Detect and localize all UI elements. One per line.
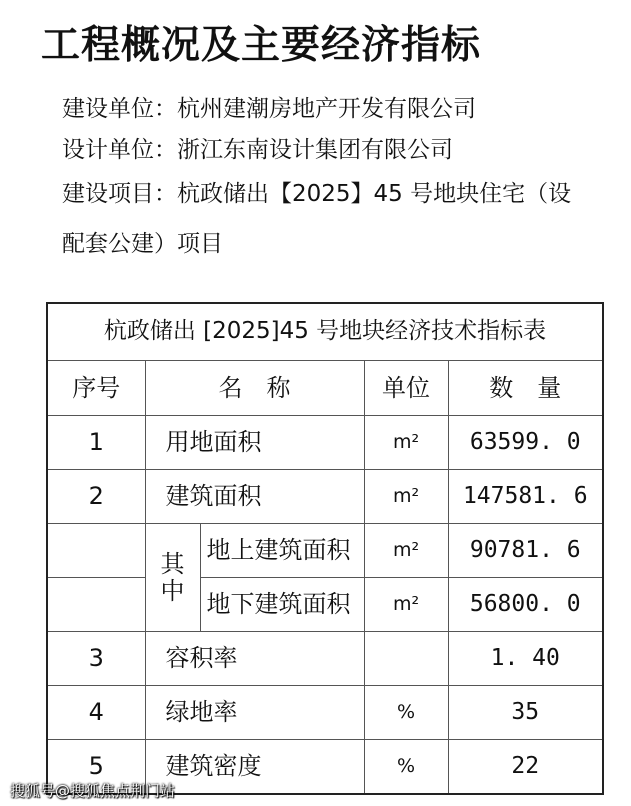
info-line-developer <box>62 93 476 125</box>
info-line-project-cont <box>62 228 223 260</box>
table-row <box>47 686 603 740</box>
row-name: 建筑面积 <box>145 470 364 524</box>
row-name: 建筑密度 <box>145 740 364 795</box>
row-name: 容积率 <box>145 632 364 686</box>
row-qty: 63599. 0 <box>448 416 603 470</box>
row-unit <box>364 632 448 686</box>
row-unit: m² <box>364 470 448 524</box>
row-qty: 90781. 6 <box>448 524 603 578</box>
info-label: 设计单位： <box>62 137 177 163</box>
header-no: 序号 <box>47 361 145 416</box>
info-label: 建设单位： <box>62 96 177 122</box>
row-no: 3 <box>47 632 145 686</box>
row-no <box>47 524 145 578</box>
table-row <box>47 578 603 632</box>
table-row <box>47 470 603 524</box>
watermark: 搜狐号@搜狐焦点荆门站 <box>10 782 176 800</box>
row-qty: 35 <box>448 686 603 740</box>
table-caption: 杭政储出 [2025]45 号地块经济技术指标表 <box>47 303 603 361</box>
row-unit: m² <box>364 416 448 470</box>
row-name: 绿地率 <box>145 686 364 740</box>
info-value: 杭政储出【2025】45 号地块住宅（设 <box>177 181 572 207</box>
subgroup-label: 其 中 <box>145 524 200 632</box>
header-qty: 数 量 <box>448 361 603 416</box>
info-value: 浙江东南设计集团有限公司 <box>177 137 453 163</box>
info-value: 杭州建潮房地产开发有限公司 <box>177 96 476 122</box>
row-unit: m² <box>364 578 448 632</box>
economic-indicators-table <box>46 302 604 795</box>
row-qty: 1. 40 <box>448 632 603 686</box>
header-name: 名 称 <box>145 361 364 416</box>
row-qty: 147581. 6 <box>448 470 603 524</box>
table-row <box>47 416 603 470</box>
row-name: 地下建筑面积 <box>200 578 364 632</box>
info-value: 配套公建）项目 <box>62 231 223 257</box>
row-no: 5 <box>47 740 145 795</box>
row-no: 2 <box>47 470 145 524</box>
row-name: 用地面积 <box>145 416 364 470</box>
row-unit: % <box>364 740 448 795</box>
row-no: 4 <box>47 686 145 740</box>
row-qty: 22 <box>448 740 603 795</box>
info-label: 建设项目： <box>62 181 177 207</box>
row-unit: m² <box>364 524 448 578</box>
row-no <box>47 578 145 632</box>
row-unit: % <box>364 686 448 740</box>
info-line-designer <box>62 134 453 166</box>
table-row <box>47 632 603 686</box>
row-no: 1 <box>47 416 145 470</box>
page-title: 工程概况及主要经济指标 <box>41 23 482 68</box>
row-name: 地上建筑面积 <box>200 524 364 578</box>
header-unit: 单位 <box>364 361 448 416</box>
row-qty: 56800. 0 <box>448 578 603 632</box>
info-line-project <box>62 178 571 210</box>
table-row <box>47 524 603 578</box>
